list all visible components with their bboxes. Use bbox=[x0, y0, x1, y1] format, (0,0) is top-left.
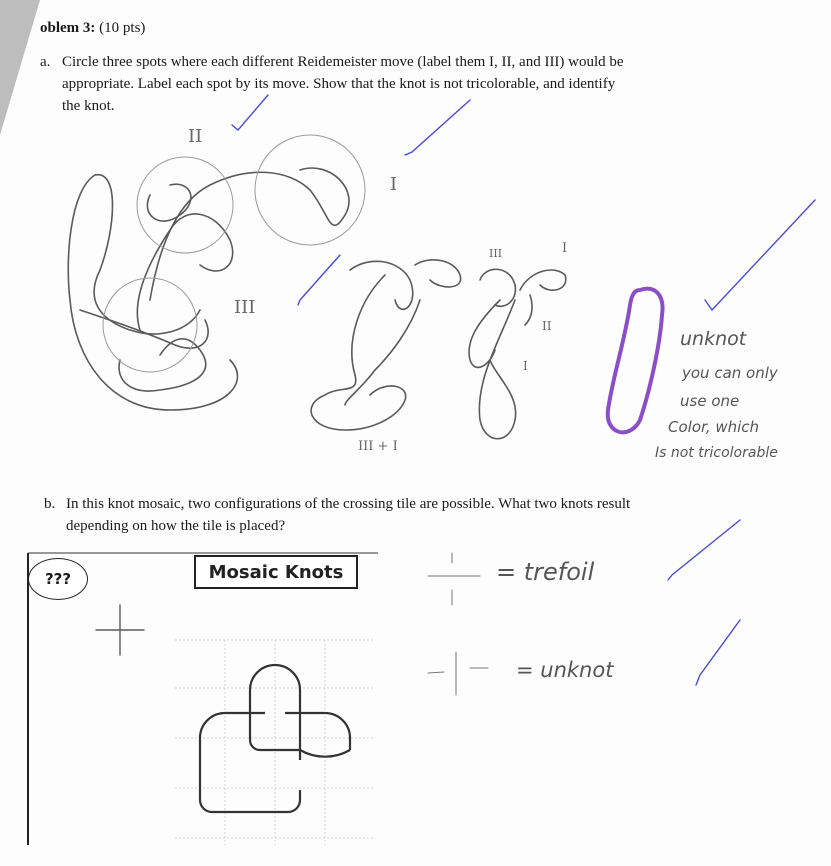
part-a-label: a. bbox=[40, 54, 51, 70]
answer-a-line-1: unknot bbox=[680, 328, 747, 350]
answer-a-line-4: Color, which bbox=[668, 418, 760, 436]
move-label-iii-middle: III bbox=[234, 297, 256, 318]
mosaic-title: Mosaic Knots bbox=[194, 555, 358, 589]
question-bubble bbox=[28, 558, 88, 600]
move-label-i-right: I bbox=[390, 174, 398, 195]
mosaic-grid bbox=[175, 640, 375, 845]
move-label-iii-plus-i: III + I bbox=[358, 439, 398, 454]
move-label-i-small: I bbox=[562, 241, 568, 256]
main-knot-diagram bbox=[68, 135, 365, 410]
part-b-prompt bbox=[44, 493, 744, 537]
answer-a-line-2: you can only bbox=[682, 364, 778, 382]
answer-tile-trefoil bbox=[428, 553, 480, 605]
answer-b-trefoil: = trefoil bbox=[496, 558, 595, 586]
move-label-ii-top: II bbox=[188, 126, 203, 147]
answer-b-unknot: = unknot bbox=[516, 658, 614, 682]
part-a-line-1: Circle three spots where each different Reidemeister move (label them I, II, and III) would be bbox=[62, 54, 624, 70]
answer-a-line-5: Is not tricolorable bbox=[655, 445, 778, 461]
crossing-tile-sketch bbox=[96, 605, 144, 655]
mosaic-frame bbox=[28, 553, 378, 845]
unknot-highlight bbox=[608, 289, 663, 433]
move-label-i-lower: I bbox=[523, 359, 528, 373]
problem-title: oblem 3: bbox=[40, 20, 96, 36]
part-a-line-2: appropriate. Label each spot by its move. Show that the knot is not tricolorable, and identify bbox=[62, 76, 616, 92]
answer-tile-unknot bbox=[428, 652, 488, 695]
intermediate-knot-1 bbox=[311, 260, 461, 430]
part-b-line-2: depending on how the tile is placed? bbox=[66, 518, 286, 534]
answer-a-line-3: use one bbox=[680, 392, 740, 410]
part-b-line-1: In this knot mosaic, two configurations of the crossing tile are possible. What two knots result bbox=[66, 496, 631, 512]
grading-check-marks bbox=[232, 95, 815, 685]
move-label-iii-small: III bbox=[489, 247, 503, 260]
move-label-ii-small: II bbox=[542, 319, 552, 333]
part-a-line-3: the knot. bbox=[62, 98, 115, 114]
part-b-label: b. bbox=[44, 496, 56, 512]
intermediate-knot-2 bbox=[469, 269, 566, 438]
problem-points: (10 pts) bbox=[99, 20, 146, 36]
question-bubble-text: ??? bbox=[44, 570, 72, 588]
